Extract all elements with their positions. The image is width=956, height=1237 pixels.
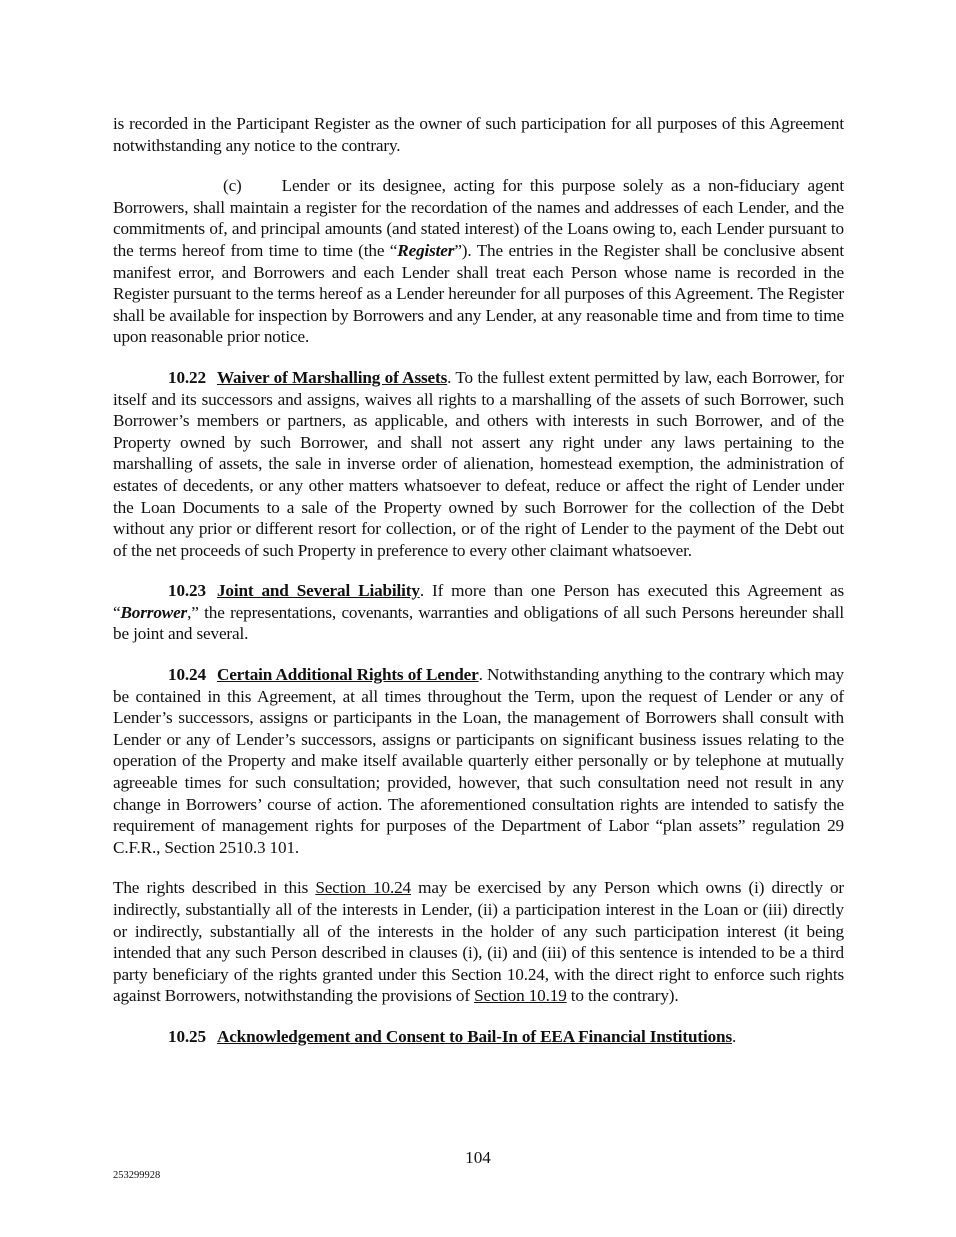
clause-label: (c) <box>223 176 242 196</box>
paragraph-text: is recorded in the Participant Register as the owner of such participation for all purposes of this Agreement notwithstanding any notice to the contrary. <box>113 114 844 155</box>
defined-term-borrower: Borrower <box>120 602 188 622</box>
section-text: . Notwithstanding anything to the contrary which may be contained in this Agreement, at all times throughout the Term, upon the request of Lender or any of Lender’s successors, assigns or participants in the Loan, the management of Borrowers shall consult with Lender or any of Lender’s successors, assigns or participants on significant business issues relating to the operation of the Property and make itself available quarterly either personally or by telephone at mutually agreeable times for such consultation; provided, however, that such consultation need not result in any change in Borrowers’ course of action. The aforementioned consultation rights are intended to satisfy the requirement of management rights for purposes of the Department of Labor “plan assets” regulation 29 C.F.R., Section 2510.3 101. <box>113 665 844 857</box>
paragraph-text: to the contrary). <box>566 986 679 1006</box>
section-number: 10.25 <box>168 1026 206 1046</box>
document-id: 253299928 <box>113 1170 161 1181</box>
section-heading: Acknowledgement and Consent to Bail-In of EEA Financial Institutions <box>216 1026 732 1046</box>
section-heading: Certain Additional Rights of Lender <box>216 665 479 685</box>
paragraph-continuation <box>113 113 844 156</box>
section-10-22 <box>113 367 844 561</box>
section-heading: Joint and Several Liability <box>216 581 420 601</box>
section-text: . To the fullest extent permitted by law, each Borrower, for itself and its successors and assigns, waives all rights to a marshalling of the assets of such Borrower, such Borrower’s members or partners, as applicable, and others with interests in such Borrower, and of the Property owned by such Borrower, and shall not assert any right under any laws pertaining to the marshalling of assets, the sale in inverse order of alienation, homestead exemption, the administration of estates of decedents, or any other matters whatsoever to defeat, reduce or affect the right of Lender under the Loan Documents to a sale of the Property owned by such Borrower for the collection of the Debt without any prior or different resort for collection, or of the right of Lender to the payment of the Debt out of the net proceeds of such Property in preference to every other claimant whatsoever. <box>113 367 844 560</box>
section-reference-10-24[interactable]: Section 10.24 <box>315 878 411 898</box>
page-number: 104 <box>465 1148 491 1167</box>
section-text: . If more than one Person has executed this Agreement as “ <box>113 581 844 622</box>
section-10-23 <box>113 580 844 645</box>
section-heading: Waiver of Marshalling of Assets <box>216 367 448 387</box>
paragraph-text: The rights described in this <box>113 878 316 898</box>
section-text: ,” the representations, covenants, warranties and obligations of all such Persons hereunder shall be joint and several. <box>113 602 844 644</box>
section-number: 10.23 <box>168 581 206 601</box>
paragraph-rights <box>113 877 844 1007</box>
section-reference-10-19[interactable]: Section 10.19 <box>474 986 567 1006</box>
section-number: 10.24 <box>168 665 206 685</box>
section-10-25 <box>113 1026 844 1048</box>
section-number: 10.22 <box>168 367 206 387</box>
paragraph-text: Lender or its designee, acting for this purpose solely as a non-fiduciary agent Borrowers, shall maintain a register for the recordation of the names and addresses of each Lender, and the commitments of, and principal amounts (and stated interest) of the Loans owing to, each Lender pursuant to the terms hereof from time to time (the “ <box>113 176 844 260</box>
section-text: . <box>732 1026 737 1046</box>
section-10-24 <box>113 664 844 858</box>
defined-term-register: Register <box>397 240 455 260</box>
paragraph-text: may be exercised by any Person which owns (i) directly or indirectly, substantially all of the interests in Lender, (ii) a participation interest in the Loan or (iii) directly or indirectly, substantially all of the interests in the holder of any such participation interest (it being intended that any such Person described in clauses (i), (ii) and (iii) of this sentence is intended to be a third party beneficiary of the rights granted under this Section 10.24, with the direct right to enforce such rights against Borrowers, notwithstanding the provisions of <box>113 878 844 1006</box>
paragraph-register <box>113 175 844 348</box>
document-page <box>113 113 844 1067</box>
paragraph-text: ”). The entries in the Register shall be conclusive absent manifest error, and Borrowers and each Lender shall treat each Person whose name is recorded in the Register pursuant to the terms hereof as a Lender hereunder for all purposes of this Agreement. The Register shall be available for inspection by Borrowers and any Lender, at any reasonable time and from time to time upon reasonable prior notice. <box>113 240 844 347</box>
